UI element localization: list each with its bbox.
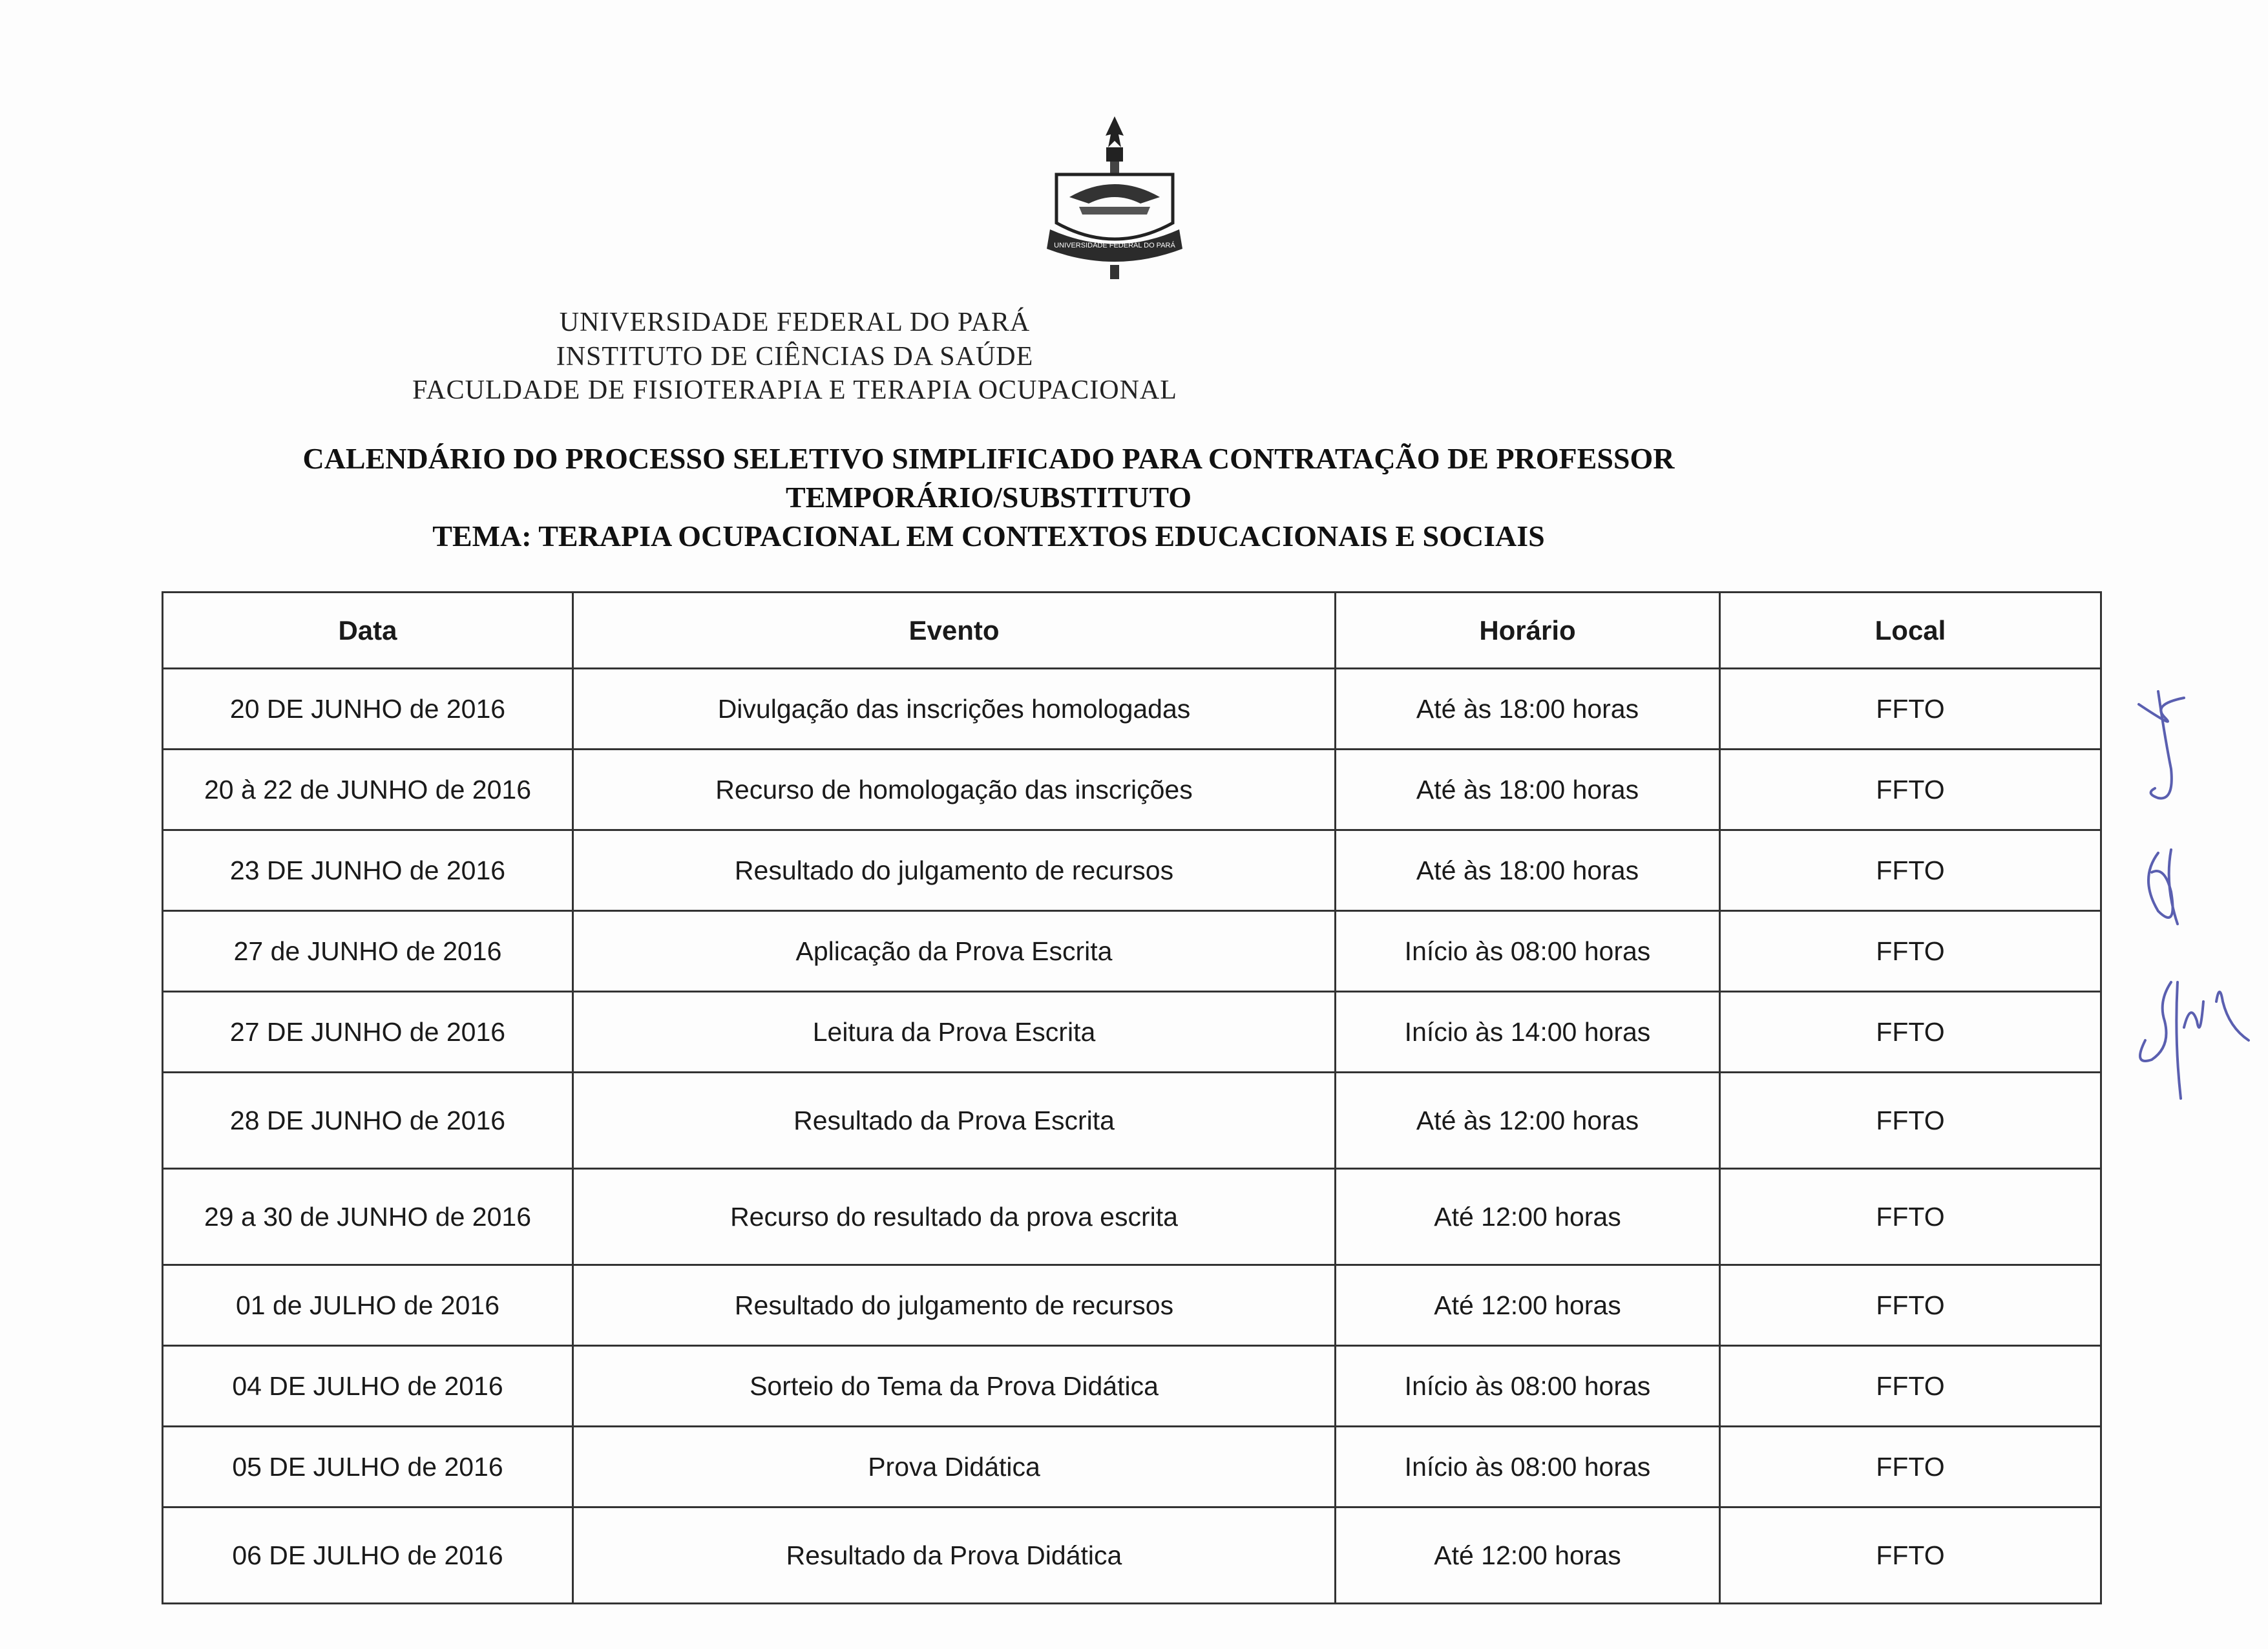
cell-time: Início às 14:00 horas: [1336, 992, 1720, 1073]
cell-location: FFTO: [1720, 669, 2101, 750]
cell-event: Resultado da Prova Didática: [573, 1507, 1336, 1604]
cell-event: Sorteio do Tema da Prova Didática: [573, 1346, 1336, 1427]
cell-date: 27 DE JUNHO de 2016: [163, 992, 573, 1073]
cell-location: FFTO: [1720, 1427, 2101, 1507]
cell-location: FFTO: [1720, 1265, 2101, 1346]
document-title: [0, 439, 1977, 556]
cell-date: 23 DE JUNHO de 2016: [163, 830, 573, 911]
column-header-local: Local: [1720, 593, 2101, 669]
table-row: [163, 1169, 2101, 1265]
table-row: [163, 830, 2101, 911]
cell-event: Resultado do julgamento de recursos: [573, 1265, 1336, 1346]
cell-time: Até às 12:00 horas: [1336, 1073, 1720, 1169]
institute-name: INSTITUTO DE CIÊNCIAS DA SAÚDE: [556, 342, 1034, 372]
table-row: [163, 750, 2101, 830]
table-header-row: [163, 593, 2101, 669]
cell-date: 01 de JULHO de 2016: [163, 1265, 573, 1346]
cell-event: Recurso do resultado da prova escrita: [573, 1169, 1336, 1265]
cell-location: FFTO: [1720, 1073, 2101, 1169]
table-row: [163, 669, 2101, 750]
cell-time: Início às 08:00 horas: [1336, 1346, 1720, 1427]
column-header-horario: Horário: [1336, 593, 1720, 669]
cell-location: FFTO: [1720, 1507, 2101, 1604]
table-row: [163, 1427, 2101, 1507]
seal-ribbon-text: UNIVERSIDADE FEDERAL DO PARÁ: [1054, 242, 1175, 249]
calendar-table: [162, 591, 2102, 1604]
cell-time: Até 12:00 horas: [1336, 1265, 1720, 1346]
cell-date: 20 à 22 de JUNHO de 2016: [163, 750, 573, 830]
cell-event: Aplicação da Prova Escrita: [573, 911, 1336, 992]
cell-location: FFTO: [1720, 1346, 2101, 1427]
cell-event: Resultado do julgamento de recursos: [573, 830, 1336, 911]
university-name: UNIVERSIDADE FEDERAL DO PARÁ: [559, 308, 1031, 337]
cell-time: Até às 18:00 horas: [1336, 669, 1720, 750]
cell-event: Leitura da Prova Escrita: [573, 992, 1336, 1073]
cell-time: Início às 08:00 horas: [1336, 911, 1720, 992]
faculty-name: FACULDADE DE FISIOTERAPIA E TERAPIA OCUPACIONAL: [412, 375, 1177, 405]
cell-date: 06 DE JULHO de 2016: [163, 1507, 573, 1604]
cell-location: FFTO: [1720, 992, 2101, 1073]
cell-date: 29 a 30 de JUNHO de 2016: [163, 1169, 573, 1265]
cell-location: FFTO: [1720, 1169, 2101, 1265]
cell-location: FFTO: [1720, 830, 2101, 911]
handwritten-initials: [2119, 678, 2268, 1144]
table-row: [163, 992, 2101, 1073]
cell-event: Recurso de homologação das inscrições: [573, 750, 1336, 830]
university-seal: [1044, 110, 1186, 284]
table-row: [163, 1507, 2101, 1604]
title-line-3: TEMA: TERAPIA OCUPACIONAL EM CONTEXTOS EDUCACIONAIS E SOCIAIS: [432, 520, 1545, 552]
cell-location: FFTO: [1720, 750, 2101, 830]
table-row: [163, 1346, 2101, 1427]
cell-date: 05 DE JULHO de 2016: [163, 1427, 573, 1507]
cell-event: Prova Didática: [573, 1427, 1336, 1507]
cell-time: Até às 18:00 horas: [1336, 830, 1720, 911]
column-header-data: Data: [163, 593, 573, 669]
cell-location: FFTO: [1720, 911, 2101, 992]
cell-date: 20 DE JUNHO de 2016: [163, 669, 573, 750]
cell-time: Até 12:00 horas: [1336, 1507, 1720, 1604]
title-line-2: TEMPORÁRIO/SUBSTITUTO: [786, 481, 1192, 514]
column-header-evento: Evento: [573, 593, 1336, 669]
cell-event: Resultado da Prova Escrita: [573, 1073, 1336, 1169]
cell-date: 04 DE JULHO de 2016: [163, 1346, 573, 1427]
title-line-1: CALENDÁRIO DO PROCESSO SELETIVO SIMPLIFICADO PARA CONTRATAÇÃO DE PROFESSOR: [302, 442, 1675, 475]
cell-event: Divulgação das inscrições homologadas: [573, 669, 1336, 750]
cell-time: Até 12:00 horas: [1336, 1169, 1720, 1265]
cell-time: Até às 18:00 horas: [1336, 750, 1720, 830]
cell-date: 28 DE JUNHO de 2016: [163, 1073, 573, 1169]
table-row: [163, 911, 2101, 992]
table-row: [163, 1265, 2101, 1346]
table-row: [163, 1073, 2101, 1169]
cell-date: 27 de JUNHO de 2016: [163, 911, 573, 992]
cell-time: Início às 08:00 horas: [1336, 1427, 1720, 1507]
